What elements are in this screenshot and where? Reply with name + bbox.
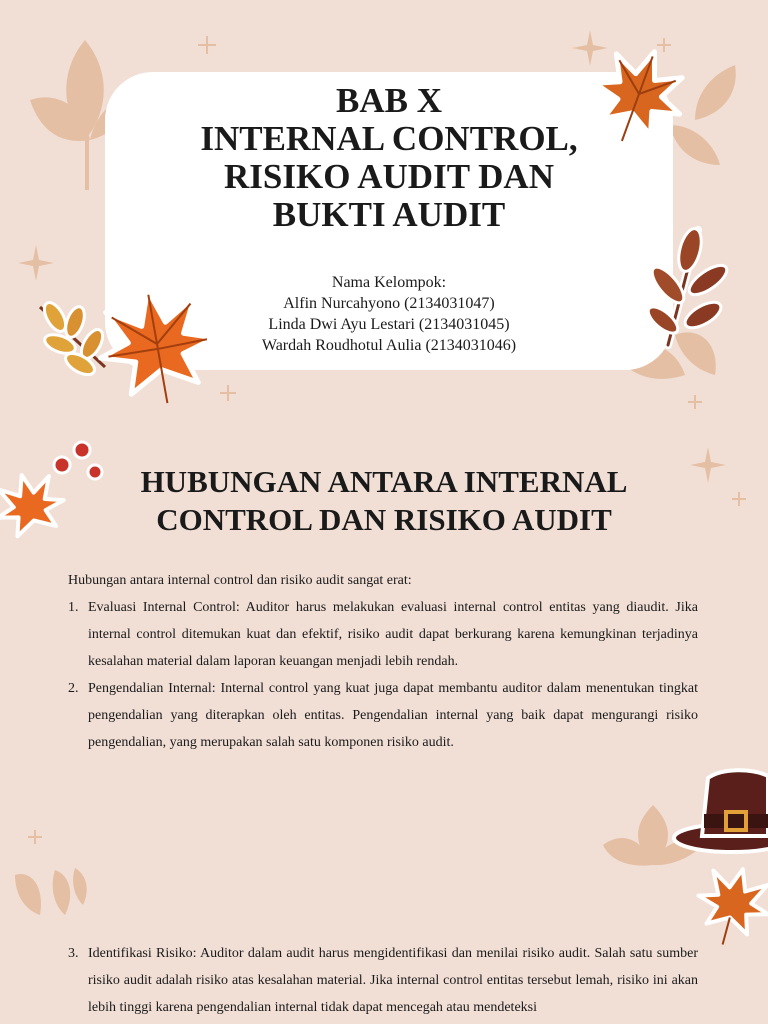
section-title-line: HUBUNGAN ANTARA INTERNAL bbox=[140, 464, 628, 499]
list-item-text: Pengendalian Internal: Internal control yang kuat juga dapat membantu auditor dalam menentukan tingkat pengendalian yang diterapkan oleh entitas. Pengendalian internal yang baik dapat mengurangi risiko pengendalian, yang merupakan salah satu komponen risiko audit. bbox=[88, 681, 698, 750]
plus-sparkle-icon bbox=[732, 492, 746, 506]
group-label: Nama Kelompok: bbox=[331, 274, 447, 291]
list-number: 1. bbox=[68, 600, 79, 615]
list-item bbox=[68, 594, 698, 675]
plus-sparkle-icon bbox=[198, 36, 216, 54]
list-number: 2. bbox=[68, 681, 79, 696]
pilgrim-hat-icon bbox=[672, 760, 768, 860]
member-name: Alfin Nurcahyono (2134031047) bbox=[283, 295, 495, 312]
title-line: BAB X bbox=[336, 81, 442, 120]
member-name: Linda Dwi Ayu Lestari (2134031045) bbox=[268, 316, 510, 333]
title-line: RISIKO AUDIT DAN bbox=[224, 157, 554, 196]
title-line: BUKTI AUDIT bbox=[272, 195, 506, 234]
intro-paragraph: Hubungan antara internal control dan risiko audit sangat erat: bbox=[68, 573, 412, 588]
page-title bbox=[105, 82, 673, 234]
plus-sparkle-icon bbox=[28, 830, 42, 844]
list-item-text: Evaluasi Internal Control: Auditor harus melakukan evaluasi internal control entitas yang diaudit. Jika internal control ditemukan kuat dan efektif, risiko audit dapat berkurang karena kemungkinan terjadinya kesalahan material dalam laporan keuangan menjadi lebih rendah. bbox=[88, 600, 698, 669]
sparkle-icon bbox=[18, 245, 54, 281]
list-item-text: Identifikasi Risiko: Auditor dalam audit harus mengidentifikasi dan menilai risiko audit. Salah satu sumber risiko audit adalah risiko atas kesalahan material. Jika internal control entitas tersebut lemah, risiko ini akan lebih tinggi karena pengendalian internal tidak dapat mencegah atau mendeteksi bbox=[88, 946, 698, 1015]
numbered-list bbox=[68, 594, 698, 756]
member-name: Wardah Roudhotul Aulia (2134031046) bbox=[261, 337, 517, 354]
numbered-list-continued bbox=[68, 940, 698, 1021]
section-title-line: CONTROL DAN RISIKO AUDIT bbox=[156, 502, 612, 537]
list-item bbox=[68, 940, 698, 1021]
section-title bbox=[60, 463, 708, 539]
title-line: INTERNAL CONTROL, bbox=[200, 119, 578, 158]
list-item bbox=[68, 675, 698, 756]
soft-leaf-cluster-bottom-left bbox=[5, 860, 95, 930]
group-members bbox=[105, 272, 673, 356]
plus-sparkle-icon bbox=[220, 385, 236, 401]
maple-leaf-icon bbox=[696, 860, 768, 950]
plus-sparkle-icon bbox=[688, 395, 702, 409]
list-number: 3. bbox=[68, 946, 79, 961]
